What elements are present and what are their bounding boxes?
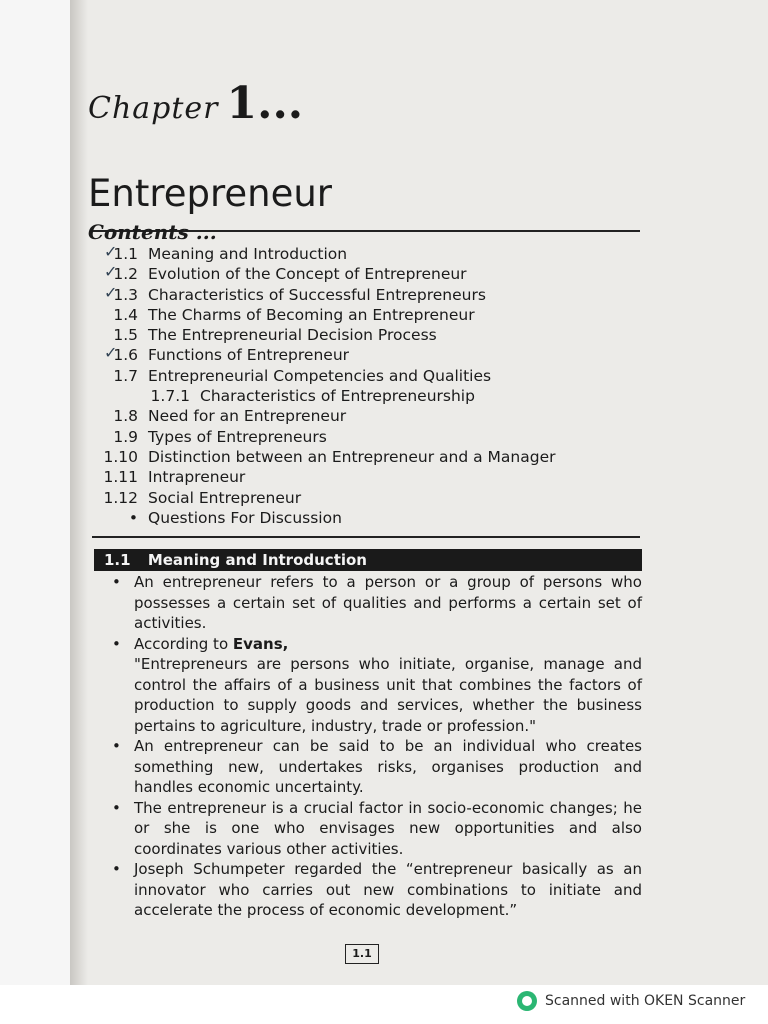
toc-item [92, 366, 612, 386]
chapter-heading [88, 78, 303, 129]
toc-item [92, 345, 612, 365]
toc-number: 1.8 [113, 407, 138, 426]
toc-number: 1.12 [103, 488, 138, 507]
toc-number: 1.1 [113, 245, 138, 263]
toc-label: Meaning and Introduction [148, 245, 348, 263]
toc-number: 1.7 [113, 366, 138, 385]
toc-label: Entrepreneurial Competencies and Qualities [148, 366, 492, 385]
chapter-title: Entrepreneur [88, 172, 333, 215]
section-number: 1.1 [104, 551, 131, 569]
paragraph-lead: According to [134, 634, 233, 653]
body-paragraph [112, 736, 642, 798]
page-number: 1.1 [345, 944, 379, 964]
body-paragraph [112, 572, 642, 634]
toc-number: 1.3 [113, 285, 138, 304]
toc-label: Social Entrepreneur [148, 488, 302, 507]
body-paragraph [112, 798, 642, 860]
toc-item [92, 305, 612, 325]
paragraph-text: The entrepreneur is a crucial factor in socio-economic changes; he or she is one who envisages new opportunities and also coordinates various other activities. [134, 798, 642, 858]
toc-label: Evolution of the Concept of Entrepreneur [148, 265, 467, 284]
toc-number: 1.9 [113, 427, 138, 446]
toc-item [92, 264, 612, 284]
toc-label: The Charms of Becoming an Entrepreneur [148, 305, 475, 324]
handwritten-tick-icon: ✓ [104, 282, 118, 302]
table-of-contents [92, 244, 612, 528]
toc-item [92, 447, 612, 467]
toc-item [92, 282, 612, 305]
toc-number: 1.5 [113, 326, 138, 345]
section-heading [94, 549, 642, 571]
toc-item [92, 386, 612, 406]
toc-item [92, 427, 612, 447]
toc-label: Characteristics of Successful Entrepreneurs [148, 285, 486, 304]
toc-number: 1.11 [103, 468, 138, 487]
handwritten-tick-icon: ✓ [104, 242, 118, 261]
scanner-label: Scanned with OKEN Scanner [545, 993, 746, 1009]
toc-label: Characteristics of Entrepreneurship [200, 387, 475, 406]
paragraph-text: An entrepreneur refers to a person or a group of persons who possesses a certain set of qualities and performs a certain set of activities. [134, 573, 642, 632]
page-gutter-shadow [70, 0, 88, 985]
toc-item [92, 325, 612, 345]
oken-logo-icon [517, 991, 537, 1011]
paragraph-text: Joseph Schumpeter regarded the “entrepreneur basically as an innovator who carries out new combinations to initiate and accelerate the process of economic development.” [134, 860, 642, 919]
body-paragraph [112, 634, 642, 737]
quotation: "Entrepreneurs are persons who initiate, organise, manage and control the affairs of a business unit that combines the factors of production to supply goods and services, whether the business pertains to agriculture, industry, trade or profession." [134, 655, 642, 735]
toc-item [92, 244, 612, 264]
toc-label: Need for an Entrepreneur [148, 407, 347, 426]
contents-heading: Contents ... [88, 220, 217, 244]
chapter-word: Chapter [88, 91, 219, 126]
body-paragraph [112, 859, 642, 921]
toc-number: 1.2 [113, 265, 138, 284]
toc-number: • [128, 508, 138, 527]
toc-label: Functions of Entrepreneur [148, 346, 350, 365]
toc-label: Types of Entrepreneurs [148, 427, 327, 446]
chapter-number: 1... [226, 78, 304, 129]
toc-number: 1.7.1 [150, 387, 190, 406]
toc-item [92, 406, 612, 426]
toc-label: The Entrepreneurial Decision Process [148, 326, 437, 345]
scanner-watermark [517, 991, 745, 1011]
toc-label: Distinction between an Entrepreneur and a Manager [148, 447, 556, 466]
toc-number: 1.10 [103, 447, 138, 466]
section-body [112, 572, 642, 921]
toc-label: Intrapreneur [148, 468, 246, 487]
toc-item [92, 508, 612, 528]
toc-item [92, 467, 612, 487]
handwritten-tick-icon: ✓ [104, 262, 118, 282]
scan-margin [0, 0, 70, 985]
author-name: Evans, [232, 634, 289, 653]
paragraph-text: An entrepreneur can be said to be an individual who creates something new, undertakes risks, organises production and handles economic uncertainty. [134, 737, 642, 796]
section-title: Meaning and Introduction [147, 551, 367, 569]
contents-rule [92, 536, 640, 538]
handwritten-tick-icon: ✓ [104, 343, 118, 363]
toc-number: 1.6 [113, 346, 138, 365]
toc-item [92, 488, 612, 508]
toc-label: Questions For Discussion [148, 508, 342, 527]
toc-number: 1.4 [113, 305, 138, 324]
